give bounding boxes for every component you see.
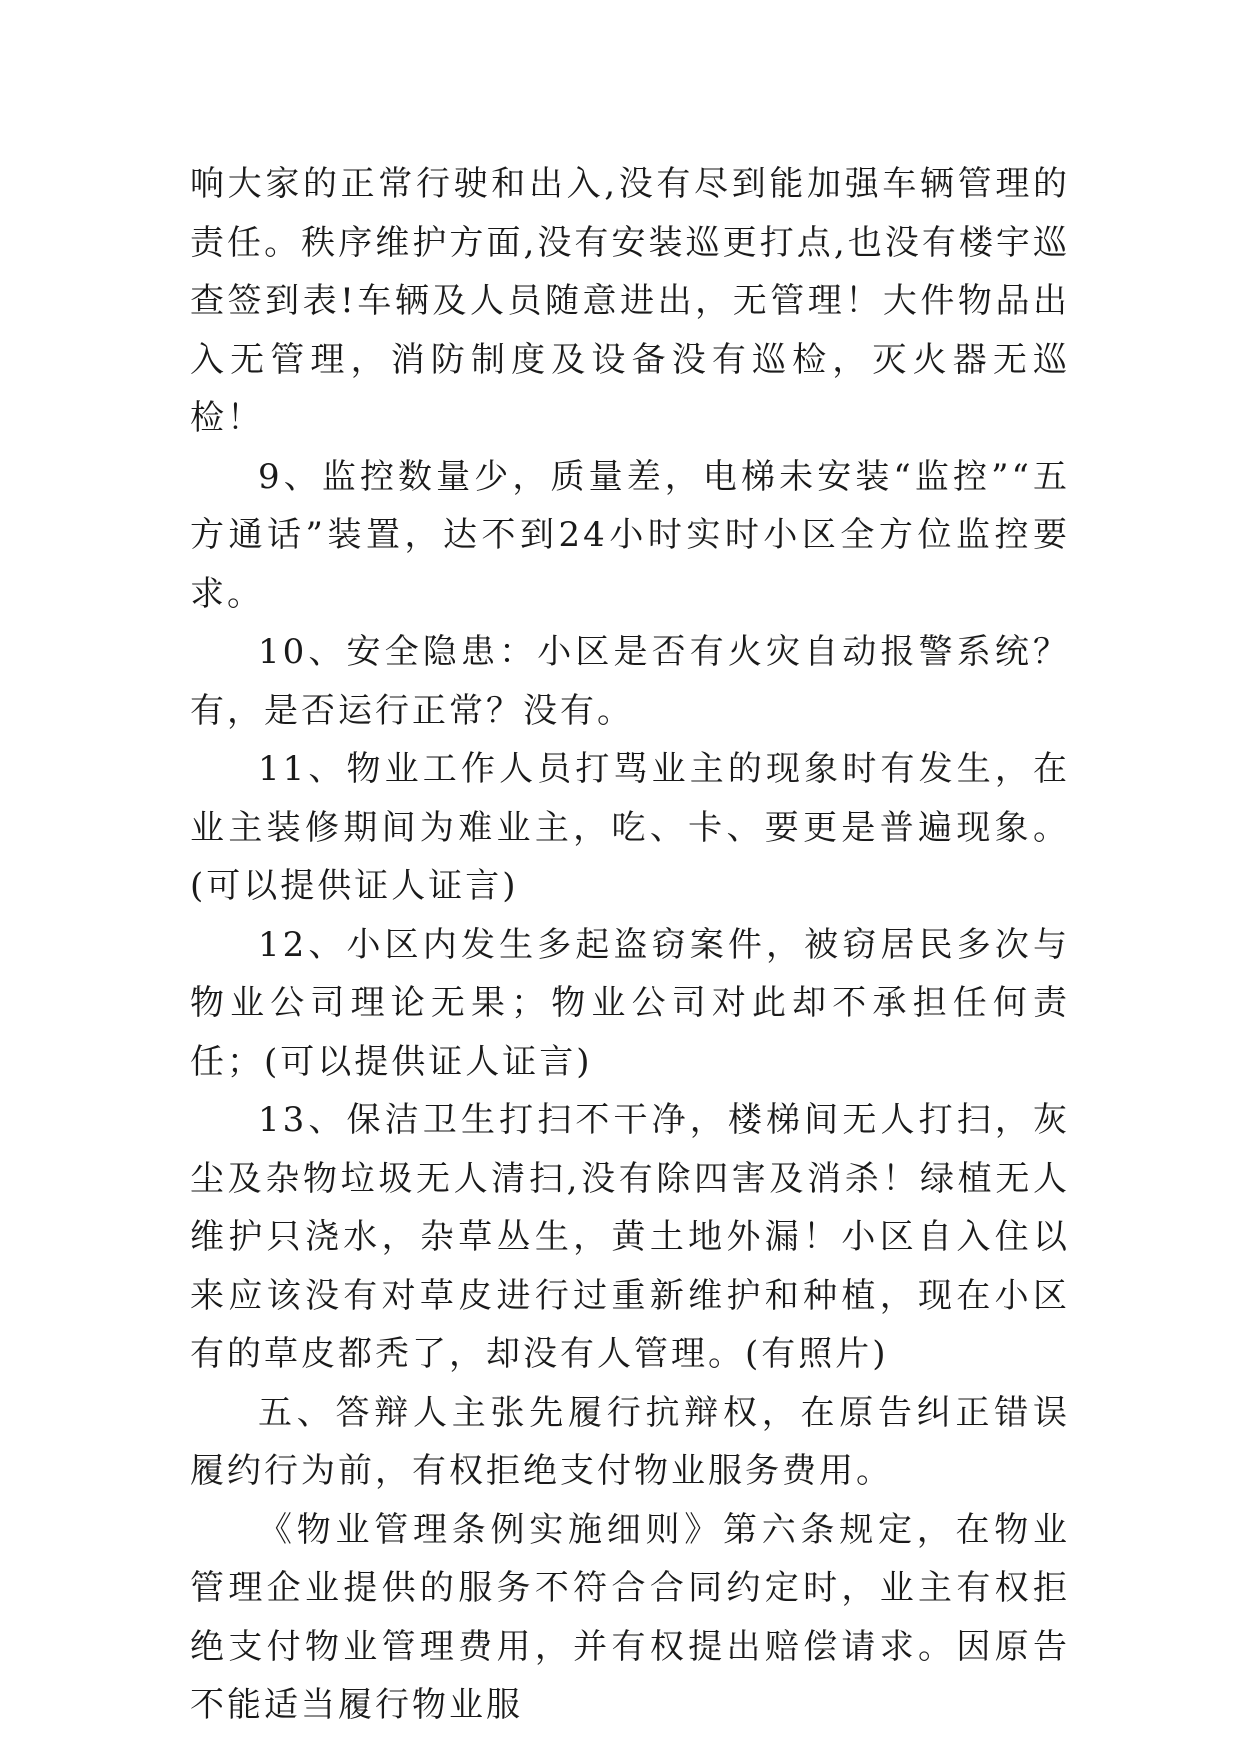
paragraph-item-10-safety: 10、安全隐患：小区是否有火灾自动报警系统？有，是否运行正常？没有。 (190, 632, 1070, 731)
paragraph-item-13-cleaning: 13、保洁卫生打扫不干净，楼梯间无人打扫，灰尘及杂物垃圾无人清扫,没有除四害及消杀！绿植无人维护只浇水，杂草丛生，黄土地外漏！小区自入住以来应该没有对草皮进行过重新维护和种植，现在小区有的草皮都秃了，却没有人管理。(有照片) (190, 1100, 1070, 1374)
paragraph-item-9-surveillance: 9、监控数量少，质量差，电梯未安装“监控”“五方通话”装置，达不到24小时实时小区全方位监控要求。 (190, 456, 1070, 614)
document-body (190, 155, 1070, 1735)
paragraph-item-12-theft: 12、小区内发生多起盗窃案件，被窃居民多次与物业公司理论无果；物业公司对此却不承担任何责任；(可以提供证人证言) (190, 924, 1070, 1082)
paragraph-regulation-article-6: 《物业管理条例实施细则》第六条规定，在物业管理企业提供的服务不符合合同约定时，业主有权拒绝支付物业管理费用，并有权提出赔偿请求。因原告不能适当履行物业服 (190, 1509, 1070, 1725)
paragraph-section-5-defense: 五、答辩人主张先履行抗辩权，在原告纠正错误履约行为前，有权拒绝支付物业服务费用。 (190, 1392, 1070, 1491)
paragraph-item-11-staff: 11、物业工作人员打骂业主的现象时有发生，在业主装修期间为难业主，吃、卡、要更是普遍现象。(可以提供证人证言) (190, 749, 1070, 906)
paragraph-traffic-order: 响大家的正常行驶和出入,没有尽到能加强车辆管理的责任。秩序维护方面,没有安装巡更打点,也没有楼宇巡查签到表!车辆及人员随意进出，无管理！大件物品出入无管理，消防制度及设备没有巡检，灭火器无巡检！ (190, 164, 1070, 438)
